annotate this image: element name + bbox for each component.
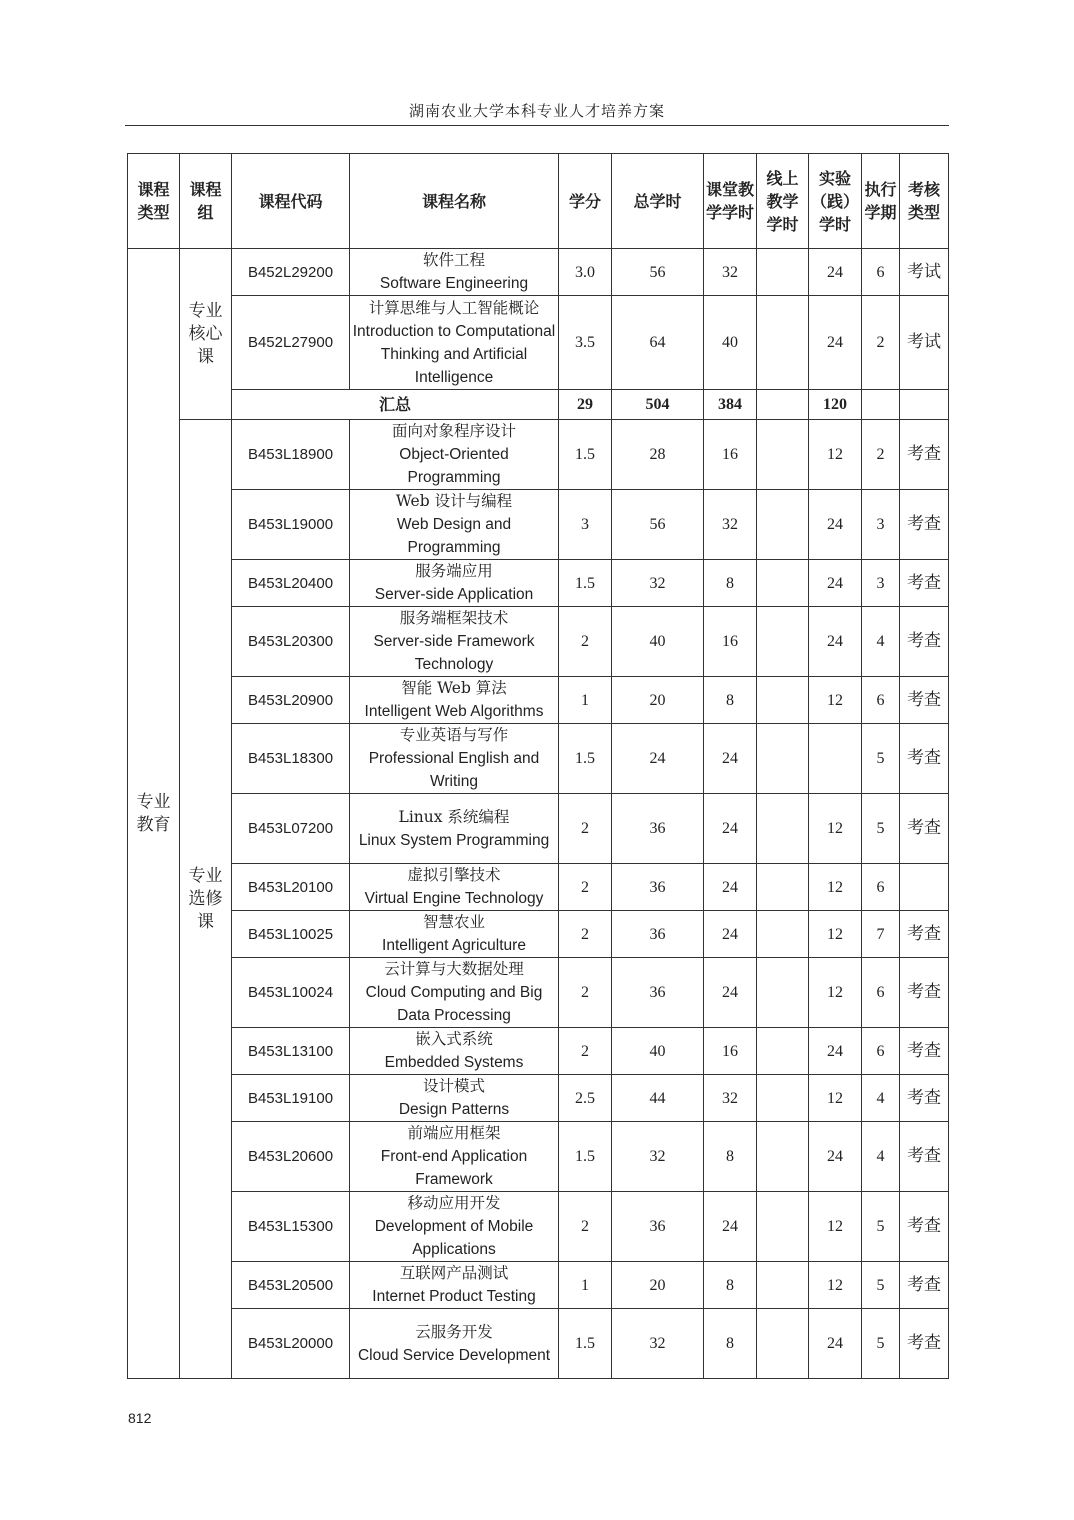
- course-class-hours: 24: [704, 958, 757, 1028]
- header-exam-type: 考核类型: [900, 154, 949, 249]
- header-credit: 学分: [559, 154, 612, 249]
- course-total-hours: 40: [612, 607, 704, 677]
- course-name-cn: 设计模式: [422, 1077, 485, 1095]
- course-code: B453L20900: [232, 677, 350, 724]
- course-semester: 5: [862, 724, 900, 794]
- course-online-hours: [757, 607, 809, 677]
- table-row: [128, 958, 949, 1028]
- course-lab-hours: 24: [809, 249, 862, 296]
- course-lab-hours: 24: [809, 1309, 862, 1379]
- course-code: B452L29200: [232, 249, 350, 296]
- course-credit: 2: [559, 607, 612, 677]
- course-class-hours: 8: [704, 1262, 757, 1309]
- course-name-cn: 智能 Web 算法: [401, 679, 507, 697]
- course-semester: 6: [862, 677, 900, 724]
- course-total-hours: 32: [612, 1122, 704, 1192]
- course-semester: 4: [862, 1122, 900, 1192]
- course-credit: 2: [559, 911, 612, 958]
- course-name-en: Introduction to Computational Thinking and Artificial Intelligence: [352, 322, 556, 386]
- elective-group-cell: 专业选修课: [180, 420, 232, 1379]
- course-code: B453L10025: [232, 911, 350, 958]
- course-credit: 2: [559, 958, 612, 1028]
- course-online-hours: [757, 1075, 809, 1122]
- course-class-hours: 24: [704, 911, 757, 958]
- course-name: [350, 1122, 559, 1192]
- table-body: [128, 249, 949, 1379]
- course-credit: 2.5: [559, 1075, 612, 1122]
- table-row: [128, 1075, 949, 1122]
- course-exam-type: [900, 864, 949, 911]
- table-row: [128, 677, 949, 724]
- course-exam-type: 考查: [900, 607, 949, 677]
- course-total-hours: 36: [612, 794, 704, 864]
- course-online-hours: [757, 490, 809, 560]
- course-name-en: Front-end Application Framework: [380, 1148, 528, 1188]
- course-name-cn: 计算思维与人工智能概论: [368, 298, 540, 317]
- course-class-hours: 8: [704, 560, 757, 607]
- course-code: B453L20600: [232, 1122, 350, 1192]
- course-name-cn: 专业英语与写作: [399, 726, 509, 744]
- course-name-cn: 前端应用框架: [407, 1124, 501, 1142]
- table-row: [128, 420, 949, 490]
- course-credit: 1.5: [559, 560, 612, 607]
- course-lab-hours: 12: [809, 677, 862, 724]
- course-credit: 2: [559, 864, 612, 911]
- course-online-hours: [757, 911, 809, 958]
- header-rule: [125, 125, 949, 126]
- course-name: [350, 1028, 559, 1075]
- course-total-hours: 56: [612, 490, 704, 560]
- course-credit: 2: [559, 794, 612, 864]
- course-total-hours: 28: [612, 420, 704, 490]
- table-row: [128, 864, 949, 911]
- summary-total-hours: 504: [612, 390, 704, 420]
- course-total-hours: 36: [612, 911, 704, 958]
- table-row: [128, 1122, 949, 1192]
- course-lab-hours: [809, 724, 862, 794]
- course-class-hours: 32: [704, 490, 757, 560]
- course-class-hours: 8: [704, 677, 757, 724]
- course-class-hours: 32: [704, 1075, 757, 1122]
- course-code: B453L18300: [232, 724, 350, 794]
- course-name-en: Cloud Computing and Big Data Processing: [365, 984, 543, 1024]
- course-code: B453L15300: [232, 1192, 350, 1262]
- course-name-en: Intelligent Web Algorithms: [364, 703, 544, 720]
- course-credit: 1: [559, 677, 612, 724]
- course-name-cn: 云服务开发: [415, 1322, 493, 1341]
- header-semester: 执行学期: [862, 154, 900, 249]
- table-row: [128, 1309, 949, 1379]
- course-total-hours: 56: [612, 249, 704, 296]
- course-exam-type: 考查: [900, 1192, 949, 1262]
- course-credit: 1.5: [559, 724, 612, 794]
- course-total-hours: 32: [612, 1309, 704, 1379]
- course-class-hours: 8: [704, 1122, 757, 1192]
- course-lab-hours: 12: [809, 1075, 862, 1122]
- summary-exam-type: [900, 390, 949, 420]
- course-lab-hours: 24: [809, 296, 862, 390]
- course-name: [350, 724, 559, 794]
- course-code: B453L20000: [232, 1309, 350, 1379]
- table-row: [128, 1028, 949, 1075]
- course-name-en: Linux System Programming: [358, 831, 550, 849]
- course-credit: 3: [559, 490, 612, 560]
- course-total-hours: 36: [612, 864, 704, 911]
- course-semester: 2: [862, 420, 900, 490]
- course-online-hours: [757, 1122, 809, 1192]
- course-exam-type: 考查: [900, 420, 949, 490]
- course-credit: 1.5: [559, 420, 612, 490]
- course-semester: 7: [862, 911, 900, 958]
- course-name-en: Cloud Service Development: [357, 1346, 551, 1364]
- course-credit: 2: [559, 1192, 612, 1262]
- course-exam-type: 考试: [900, 296, 949, 390]
- table-row: [128, 1262, 949, 1309]
- course-exam-type: 考试: [900, 249, 949, 296]
- course-credit: 1.5: [559, 1309, 612, 1379]
- header-class-hours: 课堂教学学时: [704, 154, 757, 249]
- course-exam-type: 考查: [900, 1122, 949, 1192]
- table-row: [128, 296, 949, 390]
- course-semester: 6: [862, 249, 900, 296]
- course-online-hours: [757, 1262, 809, 1309]
- course-exam-type: 考查: [900, 724, 949, 794]
- course-name-cn: 服务端框架技术: [399, 609, 509, 627]
- course-credit: 1: [559, 1262, 612, 1309]
- course-name-en: Development of Mobile Applications: [374, 1218, 534, 1258]
- course-name-en: Web Design and Programming: [396, 516, 512, 556]
- course-name: [350, 560, 559, 607]
- course-name: [350, 1192, 559, 1262]
- course-class-hours: 24: [704, 794, 757, 864]
- header-course-group: 课程组: [180, 154, 232, 249]
- table-row: [128, 607, 949, 677]
- core-group-cell: 专业核心课: [180, 249, 232, 420]
- course-name-en: Server-side Framework Technology: [373, 633, 535, 673]
- summary-credit: 29: [559, 390, 612, 420]
- curriculum-table: [127, 153, 949, 1379]
- course-class-hours: 16: [704, 420, 757, 490]
- course-name-cn: 云计算与大数据处理: [384, 960, 524, 978]
- course-name-cn: 移动应用开发: [407, 1194, 501, 1212]
- course-exam-type: 考查: [900, 794, 949, 864]
- course-class-hours: 8: [704, 1309, 757, 1379]
- course-class-hours: 24: [704, 1192, 757, 1262]
- course-name: [350, 490, 559, 560]
- course-online-hours: [757, 296, 809, 390]
- course-total-hours: 36: [612, 958, 704, 1028]
- course-online-hours: [757, 677, 809, 724]
- course-name-en: Object-Oriented Programming: [399, 446, 509, 486]
- course-semester: 2: [862, 296, 900, 390]
- page-number: 812: [128, 1410, 152, 1426]
- course-name-cn: 软件工程: [422, 251, 485, 269]
- course-code: B453L13100: [232, 1028, 350, 1075]
- course-lab-hours: 12: [809, 864, 862, 911]
- course-name-en: Design Patterns: [398, 1101, 510, 1118]
- course-semester: 3: [862, 560, 900, 607]
- course-lab-hours: 24: [809, 1122, 862, 1192]
- course-name-en: Professional English and Writing: [368, 750, 540, 790]
- course-name-cn: 虚拟引擎技术: [407, 866, 501, 884]
- course-total-hours: 40: [612, 1028, 704, 1075]
- header-course-code: 课程代码: [232, 154, 350, 249]
- table-row: [128, 794, 949, 864]
- table-row: [128, 724, 949, 794]
- course-name-en: Intelligent Agriculture: [382, 937, 526, 954]
- course-code: B453L19000: [232, 490, 350, 560]
- course-credit: 2: [559, 1028, 612, 1075]
- course-name: [350, 794, 559, 864]
- table-row: [128, 490, 949, 560]
- course-online-hours: [757, 560, 809, 607]
- course-name: [350, 249, 559, 296]
- course-lab-hours: 12: [809, 958, 862, 1028]
- course-total-hours: 20: [612, 677, 704, 724]
- course-code: B453L20500: [232, 1262, 350, 1309]
- course-class-hours: 16: [704, 1028, 757, 1075]
- course-total-hours: 32: [612, 560, 704, 607]
- course-code: B453L20300: [232, 607, 350, 677]
- course-semester: 6: [862, 864, 900, 911]
- course-semester: 3: [862, 490, 900, 560]
- course-semester: 6: [862, 1028, 900, 1075]
- course-class-hours: 16: [704, 607, 757, 677]
- course-name: [350, 420, 559, 490]
- course-semester: 4: [862, 607, 900, 677]
- summary-online-hours: [757, 390, 809, 420]
- course-name-cn: 智慧农业: [422, 913, 485, 931]
- course-lab-hours: 12: [809, 794, 862, 864]
- course-name-cn: Linux 系统编程: [398, 807, 510, 826]
- table-row: [128, 560, 949, 607]
- course-lab-hours: 12: [809, 1262, 862, 1309]
- course-name: [350, 1075, 559, 1122]
- header-course-type: 课程类型: [128, 154, 180, 249]
- table-row: [128, 911, 949, 958]
- course-credit: 3.5: [559, 296, 612, 390]
- course-online-hours: [757, 958, 809, 1028]
- course-exam-type: 考查: [900, 1262, 949, 1309]
- course-class-hours: 40: [704, 296, 757, 390]
- course-exam-type: 考查: [900, 1028, 949, 1075]
- course-online-hours: [757, 794, 809, 864]
- course-online-hours: [757, 724, 809, 794]
- course-name: [350, 1262, 559, 1309]
- course-online-hours: [757, 249, 809, 296]
- course-total-hours: 44: [612, 1075, 704, 1122]
- course-code: B453L20100: [232, 864, 350, 911]
- course-name: [350, 958, 559, 1028]
- course-semester: 4: [862, 1075, 900, 1122]
- course-code: B452L27900: [232, 296, 350, 390]
- course-exam-type: 考查: [900, 958, 949, 1028]
- header-total-hours: 总学时: [612, 154, 704, 249]
- course-name-en: Internet Product Testing: [372, 1288, 536, 1305]
- course-credit: 3.0: [559, 249, 612, 296]
- course-credit: 1.5: [559, 1122, 612, 1192]
- course-name-en: Virtual Engine Technology: [364, 890, 544, 907]
- course-code: B453L20400: [232, 560, 350, 607]
- course-name-en: Embedded Systems: [384, 1054, 524, 1071]
- course-total-hours: 20: [612, 1262, 704, 1309]
- course-exam-type: 考查: [900, 1309, 949, 1379]
- course-name: [350, 1309, 559, 1379]
- course-online-hours: [757, 864, 809, 911]
- course-code: B453L19100: [232, 1075, 350, 1122]
- course-code: B453L07200: [232, 794, 350, 864]
- course-exam-type: 考查: [900, 1075, 949, 1122]
- course-semester: 5: [862, 1192, 900, 1262]
- course-online-hours: [757, 1192, 809, 1262]
- course-type-cell: 专业教育: [128, 249, 180, 1379]
- course-class-hours: 24: [704, 724, 757, 794]
- course-lab-hours: 12: [809, 911, 862, 958]
- course-total-hours: 24: [612, 724, 704, 794]
- course-name-cn: 互联网产品测试: [399, 1264, 509, 1282]
- course-exam-type: 考查: [900, 677, 949, 724]
- course-code: B453L18900: [232, 420, 350, 490]
- header-course-name: 课程名称: [350, 154, 559, 249]
- course-exam-type: 考查: [900, 911, 949, 958]
- course-exam-type: 考查: [900, 560, 949, 607]
- course-semester: 6: [862, 958, 900, 1028]
- summary-row: [128, 390, 949, 420]
- course-name: [350, 911, 559, 958]
- course-exam-type: 考查: [900, 490, 949, 560]
- page-header-title: 湖南农业大学本科专业人才培养方案: [408, 102, 665, 120]
- course-name-cn: Web 设计与编程: [395, 492, 513, 510]
- course-code: B453L10024: [232, 958, 350, 1028]
- course-semester: 5: [862, 1262, 900, 1309]
- course-lab-hours: 12: [809, 1192, 862, 1262]
- course-semester: 5: [862, 794, 900, 864]
- course-lab-hours: 24: [809, 490, 862, 560]
- course-lab-hours: 24: [809, 607, 862, 677]
- course-class-hours: 32: [704, 249, 757, 296]
- table-row: [128, 1192, 949, 1262]
- course-name: [350, 296, 559, 390]
- course-name: [350, 607, 559, 677]
- table-row: [128, 249, 949, 296]
- course-name-en: Server-side Application: [374, 586, 534, 603]
- course-class-hours: 24: [704, 864, 757, 911]
- course-total-hours: 36: [612, 1192, 704, 1262]
- summary-label: 汇总: [232, 390, 559, 420]
- course-lab-hours: 24: [809, 560, 862, 607]
- header-lab-hours: 实验（践）学时: [809, 154, 862, 249]
- course-online-hours: [757, 1309, 809, 1379]
- course-name-en: Software Engineering: [379, 275, 529, 292]
- course-lab-hours: 12: [809, 420, 862, 490]
- course-name-cn: 嵌入式系统: [415, 1030, 493, 1048]
- course-semester: 5: [862, 1309, 900, 1379]
- course-name: [350, 864, 559, 911]
- course-total-hours: 64: [612, 296, 704, 390]
- course-name-cn: 面向对象程序设计: [391, 422, 516, 440]
- header-online-hours: 线上教学学时: [757, 154, 809, 249]
- course-online-hours: [757, 420, 809, 490]
- course-online-hours: [757, 1028, 809, 1075]
- course-name: [350, 677, 559, 724]
- summary-lab-hours: 120: [809, 390, 862, 420]
- summary-class-hours: 384: [704, 390, 757, 420]
- summary-semester: [862, 390, 900, 420]
- header-row: [128, 154, 949, 249]
- course-lab-hours: 24: [809, 1028, 862, 1075]
- course-name-cn: 服务端应用: [415, 562, 493, 580]
